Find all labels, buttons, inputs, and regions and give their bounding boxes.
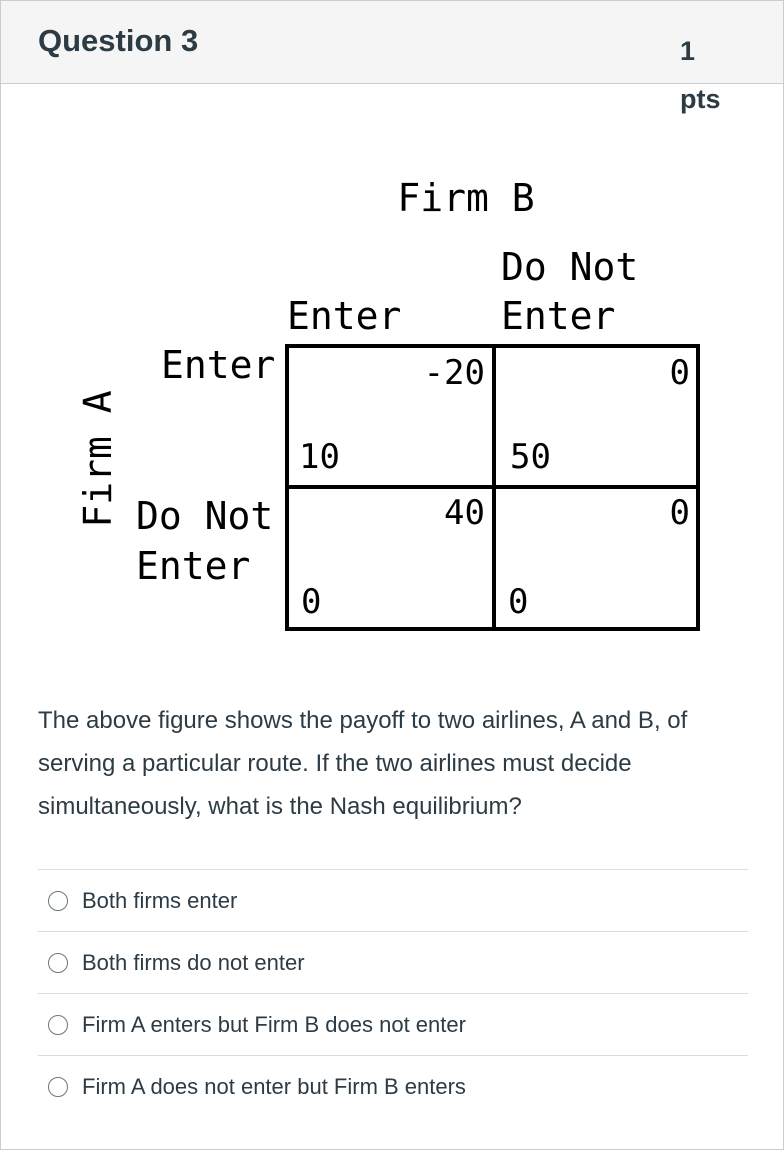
answer-label: Both firms do not enter (82, 949, 305, 975)
answer-label: Both firms enter (82, 887, 238, 913)
col-do-not-enter-line2: Enter (501, 294, 616, 338)
firm-a-label: Firm A (76, 390, 120, 528)
payoff-donot-donot-firm-b: 0 (669, 493, 690, 533)
answer-option[interactable] (38, 931, 748, 993)
radio-button[interactable] (48, 953, 68, 973)
question-points: 1 pts (680, 36, 721, 114)
answer-label: Firm A enters but Firm B does not enter (82, 1011, 466, 1037)
firm-b-label: Firm B (397, 176, 535, 220)
answer-label: Firm A does not enter but Firm B enters (82, 1073, 466, 1099)
payoff-matrix-figure (1, 1, 783, 681)
payoff-enter-enter-firm-b: -20 (423, 353, 485, 393)
question-text: The above figure shows the payoff to two airlines, A and B, of serving a particular route. If the two airlines must decide simultaneously, what is the Nash equilibrium? (38, 707, 688, 820)
radio-button[interactable] (48, 891, 68, 911)
answer-option[interactable] (38, 1055, 748, 1117)
payoff-enter-donot-firm-a: 50 (510, 437, 551, 477)
payoff-donot-enter-firm-a: 0 (301, 582, 322, 622)
col-do-not-enter-line1: Do Not (501, 245, 639, 289)
payoff-matrix-svg (1, 1, 783, 681)
col-enter-label: Enter (287, 294, 402, 338)
question-title: Question 3 (38, 23, 199, 58)
answer-option[interactable] (38, 869, 748, 931)
payoff-donot-donot-firm-a: 0 (508, 582, 529, 622)
payoff-donot-enter-firm-b: 40 (444, 493, 485, 533)
payoff-enter-enter-firm-a: 10 (299, 437, 340, 477)
answer-list (38, 869, 748, 1117)
payoff-enter-donot-firm-b: 0 (669, 353, 690, 393)
row-do-not-enter-line2: Enter (136, 544, 251, 588)
answer-option[interactable] (38, 993, 748, 1055)
radio-button[interactable] (48, 1077, 68, 1097)
row-enter-label: Enter (161, 343, 276, 387)
row-do-not-enter-line1: Do Not (136, 494, 274, 538)
radio-button[interactable] (48, 1015, 68, 1035)
